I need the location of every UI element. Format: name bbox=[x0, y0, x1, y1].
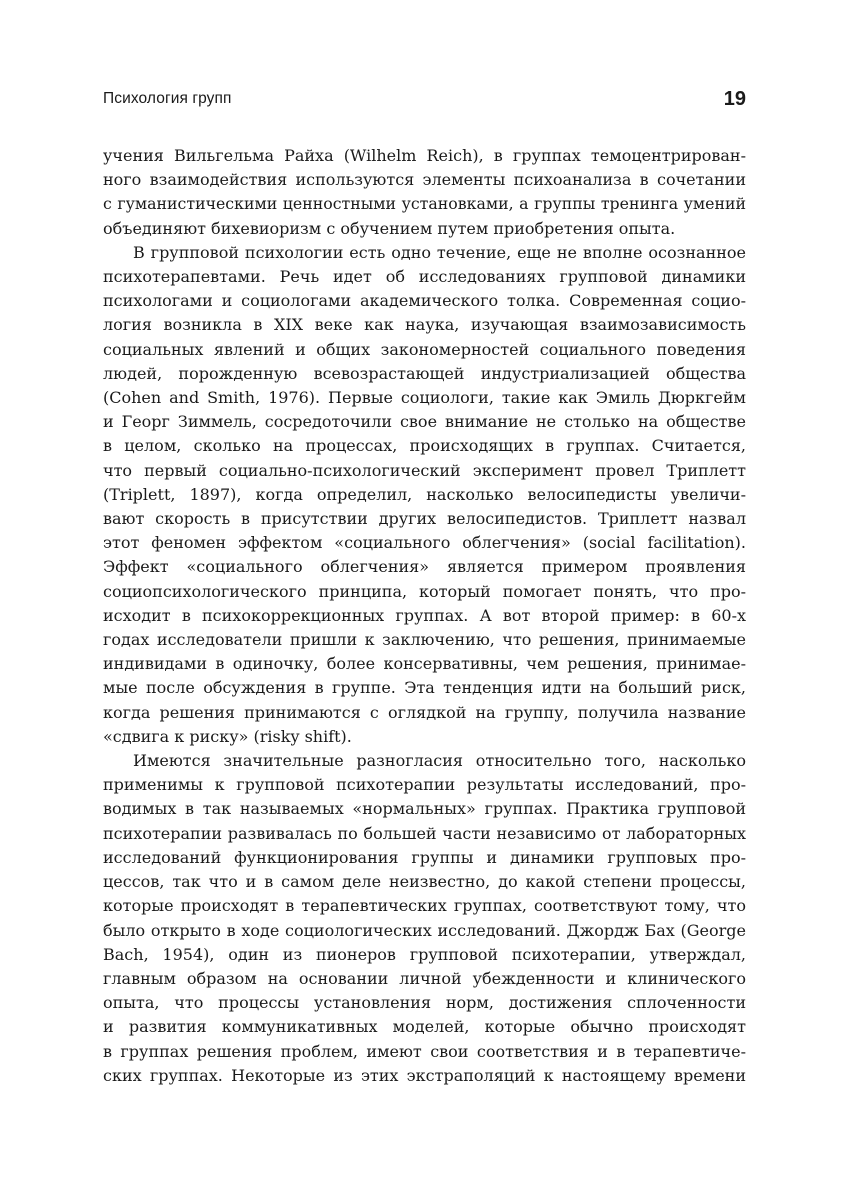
text-line: Эффект «социального облегчения» является примером проявления bbox=[103, 557, 746, 577]
text-line: Имеются значительные разногласия относительно того, насколько bbox=[133, 751, 746, 771]
text-line: «сдвига к риску» (risky shift). bbox=[103, 726, 352, 746]
text-line: применимы к групповой психотерапии результаты исследований, про- bbox=[103, 775, 746, 795]
text-line: в целом, сколько на процессах, происходящих в группах. Считается, bbox=[103, 436, 746, 456]
text-line: индивидами в одиночку, более консервативны, чем решения, принимае- bbox=[103, 654, 746, 674]
text-line: социальных явлений и общих закономерностей социального поведения bbox=[103, 339, 746, 359]
text-line: с гуманистическими ценностными установками, а группы тренинга умений bbox=[103, 194, 746, 214]
text-line: годах исследователи пришли к заключению, что решения, принимаемые bbox=[103, 630, 746, 650]
text-line: и Георг Зиммель, сосредоточили свое внимание не столько на обществе bbox=[103, 412, 746, 432]
running-title: Психология групп bbox=[103, 90, 232, 107]
text-line: этот феномен эффектом «социального облегчения» (social facilitation). bbox=[103, 533, 746, 553]
text-line: логия возникла в XIX веке как наука, изучающая взаимозависимость bbox=[103, 315, 746, 335]
paragraph bbox=[103, 241, 746, 749]
text-line: цессов, так что и в самом деле неизвестно, до какой степени процессы, bbox=[103, 872, 746, 892]
text-line: мые после обсуждения в группе. Эта тенденция идти на больший риск, bbox=[103, 678, 746, 698]
text-line: водимых в так называемых «нормальных» группах. Практика групповой bbox=[103, 799, 746, 819]
paragraph bbox=[103, 749, 746, 1088]
text-line: было открыто в ходе социологических исследований. Джордж Бах (George bbox=[103, 920, 746, 940]
text-line: когда решения принимаются с оглядкой на группу, получила название bbox=[103, 702, 746, 722]
text-line: ских группах. Некоторые из этих экстраполяций к настоящему времени bbox=[103, 1065, 746, 1085]
text-line: что первый социально-психологический эксперимент провел Триплетт bbox=[103, 460, 746, 480]
text-line: исходит в психокоррекционных группах. А вот второй пример: в 60-х bbox=[103, 605, 746, 625]
text-line: ного взаимодействия используются элементы психоанализа в сочетании bbox=[103, 170, 746, 190]
text-line: опыта, что процессы установления норм, достижения сплоченности bbox=[103, 993, 746, 1013]
text-line: объединяют бихевиоризм с обучением путем приобретения опыта. bbox=[103, 218, 676, 238]
text-line: главным образом на основании личной убежденности и клинического bbox=[103, 968, 746, 988]
text-line: которые происходят в терапевтических группах, соответствуют тому, что bbox=[103, 896, 746, 916]
text-line: исследований функционирования группы и динамики групповых про- bbox=[103, 847, 746, 867]
text-line: людей, порожденную всевозрастающей индустриализацией общества bbox=[103, 363, 746, 383]
body-text bbox=[103, 144, 746, 1088]
text-line: Bach, 1954), один из пионеров групповой психотерапии, утверждал, bbox=[103, 944, 746, 964]
text-line: психотерапии развивалась по большей части независимо от лабораторных bbox=[103, 823, 746, 843]
page-number: 19 bbox=[723, 88, 746, 110]
text-line: психологами и социологами академического толка. Современная социо- bbox=[103, 291, 746, 311]
text-line: (Triplett, 1897), когда определил, насколько велосипедисты увеличи- bbox=[103, 484, 746, 504]
text-line: вают скорость в присутствии других велосипедистов. Триплетт назвал bbox=[103, 509, 746, 529]
text-line: социопсихологического принципа, который помогает понять, что про- bbox=[103, 581, 746, 601]
text-line: в группах решения проблем, имеют свои соответствия и в терапевтиче- bbox=[103, 1041, 746, 1061]
text-line: психотерапевтами. Речь идет об исследованиях групповой динамики bbox=[103, 267, 746, 287]
text-line: (Cohen and Smith, 1976). Первые социологи, такие как Эмиль Дюркгейм bbox=[103, 388, 746, 408]
text-line: В групповой психологии есть одно течение, еще не вполне осознанное bbox=[133, 242, 746, 262]
text-line: учения Вильгельма Райха (Wilhelm Reich), в группах темоцентрирован- bbox=[103, 146, 746, 165]
paragraph bbox=[103, 144, 746, 241]
text-line: и развития коммуникативных моделей, которые обычно происходят bbox=[103, 1017, 746, 1037]
